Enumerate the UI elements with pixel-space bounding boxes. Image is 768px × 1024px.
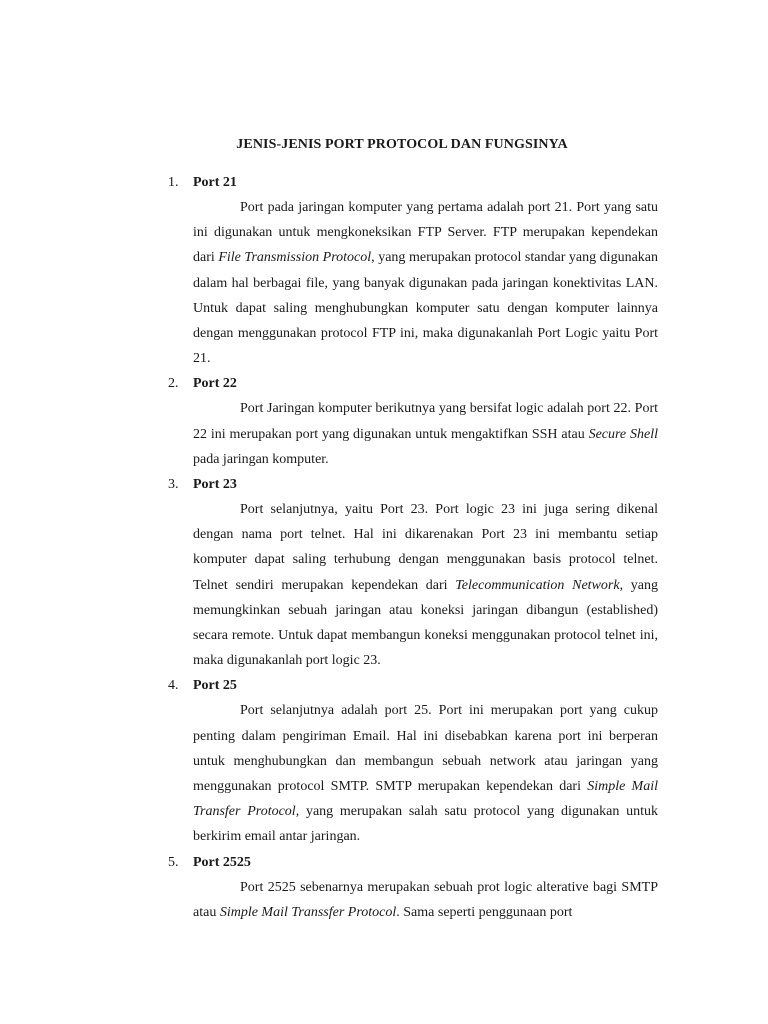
item-paragraph [193,698,658,849]
port-list [0,170,768,925]
paragraph-term: Simple Mail Transfer Protocol [193,779,658,820]
item-heading [0,472,768,497]
item-number: 2. [168,376,179,392]
item-title: Port 21 [193,175,237,190]
paragraph-text: Port 2525 sebenarnya merupakan sebuah prot logic alterative bagi SMTP atau [193,879,658,920]
paragraph-text: . Sama seperti penggunaan port [396,904,573,920]
item-title: Port 23 [193,477,237,493]
item-paragraph [193,396,658,472]
item-heading [0,170,768,195]
paragraph-term: Telecommunication Network [455,577,620,593]
item-heading [0,371,768,396]
list-item [0,371,768,472]
paragraph-term: File Transmission Protocol [218,250,372,266]
item-number: 1. [168,175,179,190]
item-paragraph [193,195,658,371]
item-title: Port 22 [193,376,237,392]
list-item [0,472,768,673]
item-title: Port 2525 [193,854,251,870]
paragraph-text: pada jaringan komputer. [193,451,329,467]
paragraph-text: Port selanjutnya adalah port 25. Port ini merupakan port yang cukup penting dalam pengiriman Email. Hal ini disebabkan karena port ini berperan untuk menghubungkan dan membangun sebuah network atau jaringan yang menggunakan protocol SMTP. SMTP merupakan kependekan dari [193,703,658,795]
paragraph-term: Simple Mail Transsfer Protocol [219,904,397,920]
paragraph-text: , yang merupakan protocol standar yang digunakan dalam hal berbagai file, yang banyak digunakan pada jaringan konektivitas LAN. Untuk dapat saling menghubungkan komputer satu dengan komputer lainnya dengan menggunakan protocol FTP ini, maka digunakanlah Port Logic yaitu Port 21. [193,250,659,367]
document-title: JENIS-JENIS PORT PROTOCOL DAN FUNGSINYA [236,137,568,152]
paragraph-text: Port pada jaringan komputer yang pertama adalah port 21. Port yang satu ini digunakan untuk mengkoneksikan FTP Server. FTP merupakan kependekan dari [193,200,658,266]
paragraph-text: Port selanjutnya, yaitu Port 23. Port logic 23 ini juga sering dikenal dengan nama port telnet. Hal ini dikarenakan Port 23 ini membantu setiap komputer dapat saling terhubung dengan menggunakan basis protocol telnet. Telnet sendiri merupakan kependekan dari [193,502,658,593]
paragraph-term: Secure Shell [588,426,658,442]
item-number: 3. [168,477,179,493]
list-item [0,850,768,925]
paragraph-text: , yang merupakan salah satu protocol yang digunakan untuk berkirim email antar jaringan. [193,804,658,845]
item-title: Port 25 [193,678,237,694]
list-item [0,673,768,849]
item-number: 5. [168,854,179,870]
paragraph-text: , yang memungkinkan sebuah jaringan atau koneksi jaringan dibangun (established) secara remote. Untuk dapat membangun koneksi menggunakan protocol telnet ini, maka digunakanlah port logic 23. [193,577,659,669]
item-number: 4. [168,678,179,694]
item-paragraph [193,497,658,673]
paragraph-text: Port Jaringan komputer berikutnya yang bersifat logic adalah port 22. Port 22 ini merupakan port yang digunakan untuk mengaktifkan SSH atau [193,401,658,442]
item-heading [0,673,768,698]
item-paragraph [193,875,658,925]
item-heading [0,850,768,875]
list-item [0,170,768,371]
